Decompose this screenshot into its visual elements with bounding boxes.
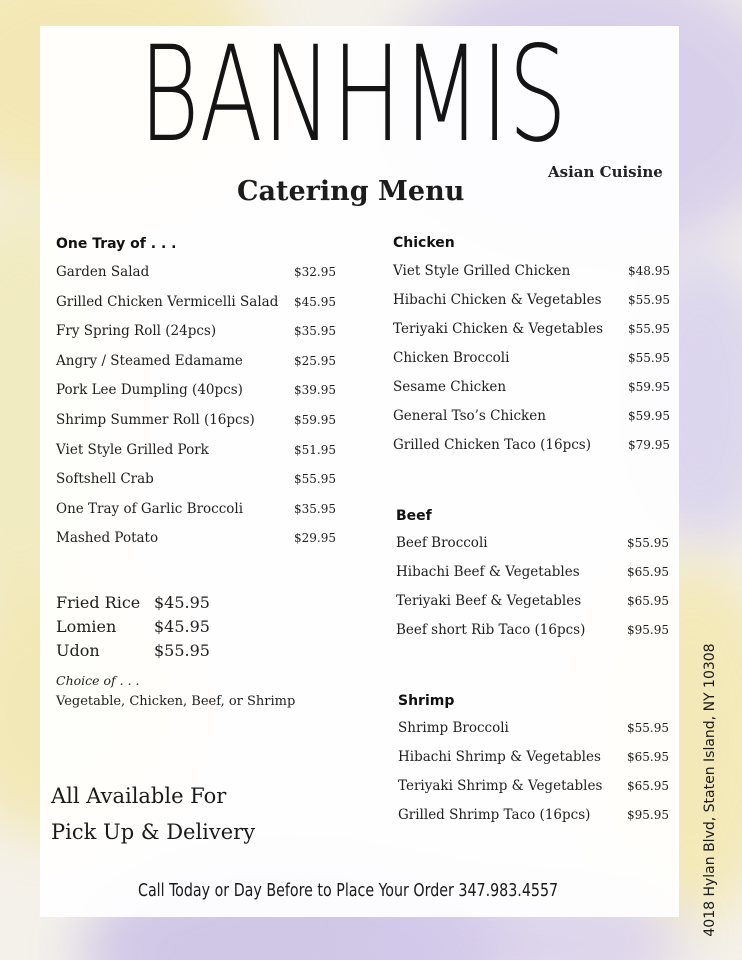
item-name: Angry / Steamed Edamame	[56, 352, 243, 369]
shrimp-heading: Shrimp	[398, 693, 455, 709]
item-name: Garden Salad	[56, 264, 150, 280]
item-name: Sesame Chicken	[393, 379, 507, 395]
item-price: $65.95	[627, 750, 669, 764]
item-price: $95.95	[627, 808, 669, 822]
item-price: $79.95	[628, 438, 670, 452]
item-name: Chicken Broccoli	[393, 350, 510, 366]
item-price: $55.95	[627, 721, 669, 735]
brand-logo	[138, 36, 568, 146]
item-price: $45.95	[154, 617, 210, 636]
item-name: Teriyaki Chicken & Vegetables	[393, 321, 604, 337]
item-price: $59.95	[628, 409, 670, 423]
item-name: Fried Rice	[56, 593, 141, 612]
item-name: Grilled Shrimp Taco (16pcs)	[398, 807, 591, 823]
item-price: $59.95	[628, 380, 670, 394]
item-price: $59.95	[294, 412, 336, 427]
item-price: $25.95	[294, 353, 336, 368]
item-name: Hibachi Shrimp & Vegetables	[398, 749, 601, 765]
item-price: $95.95	[627, 623, 669, 637]
item-name: Lomien	[56, 617, 117, 636]
item-price: $51.95	[294, 442, 336, 457]
item-price: $65.95	[627, 565, 669, 579]
item-name: Beef Broccoli	[396, 535, 488, 551]
item-price: $35.95	[294, 324, 336, 339]
address: 4018 Hylan Blvd, Staten Island, NY 10308	[702, 643, 718, 937]
item-name: Teriyaki Shrimp & Vegetables	[398, 778, 603, 794]
item-price: $45.95	[294, 294, 336, 309]
item-name: Fry Spring Roll (24pcs)	[56, 323, 217, 340]
item-name: General Tso’s Chicken	[393, 408, 546, 424]
item-name: Hibachi Chicken & Vegetables	[393, 292, 602, 308]
item-name: Grilled Chicken Vermicelli Salad	[56, 293, 279, 310]
item-name: Grilled Chicken Taco (16pcs)	[393, 437, 591, 453]
item-name: Mashed Potato	[56, 530, 159, 547]
item-price: $29.95	[294, 531, 336, 546]
item-price: $48.95	[628, 264, 670, 278]
availability-note	[51, 778, 255, 850]
item-name: Viet Style Grilled Pork	[56, 441, 209, 458]
item-price: $32.95	[294, 265, 336, 279]
chicken-heading: Chicken	[393, 235, 455, 251]
call-to-action: Call Today or Day Before to Place Your Order 347.983.4557	[138, 880, 559, 901]
item-price: $65.95	[627, 594, 669, 608]
item-price: $45.95	[154, 593, 210, 612]
item-name: Udon	[56, 641, 100, 660]
availability-line-1: All Available For	[51, 784, 227, 808]
item-name: Shrimp Broccoli	[398, 720, 509, 736]
item-price: $65.95	[627, 779, 669, 793]
brand-name: BANHMIS	[139, 36, 567, 146]
item-name: Beef short Rib Taco (16pcs)	[396, 622, 586, 638]
item-name: One Tray of Garlic Broccoli	[56, 500, 244, 517]
item-name: Shrimp Summer Roll (16pcs)	[56, 411, 255, 428]
choice-label: Choice of . . .	[56, 673, 140, 688]
item-name: Teriyaki Beef & Vegetables	[396, 593, 582, 609]
choice-options: Vegetable, Chicken, Beef, or Shrimp	[56, 694, 296, 709]
item-price: $39.95	[294, 383, 336, 398]
item-price: $55.95	[628, 322, 670, 336]
item-price: $55.95	[627, 536, 669, 550]
brand-subtitle: Asian Cuisine	[548, 163, 663, 181]
item-price: $55.95	[154, 641, 210, 660]
item-name: Pork Lee Dumpling (40pcs)	[56, 382, 243, 399]
one-tray-heading: One Tray of . . .	[56, 236, 177, 252]
availability-line-2: Pick Up & Delivery	[51, 820, 256, 844]
item-price: $55.95	[628, 293, 670, 307]
item-price: $55.95	[294, 472, 336, 487]
item-price: $55.95	[628, 351, 670, 365]
item-name: Viet Style Grilled Chicken	[393, 263, 571, 279]
item-name: Hibachi Beef & Vegetables	[396, 564, 580, 580]
item-name: Softshell Crab	[56, 471, 154, 488]
item-price: $35.95	[294, 501, 336, 516]
page-title: Catering Menu	[237, 176, 465, 207]
beef-heading: Beef	[396, 508, 432, 524]
